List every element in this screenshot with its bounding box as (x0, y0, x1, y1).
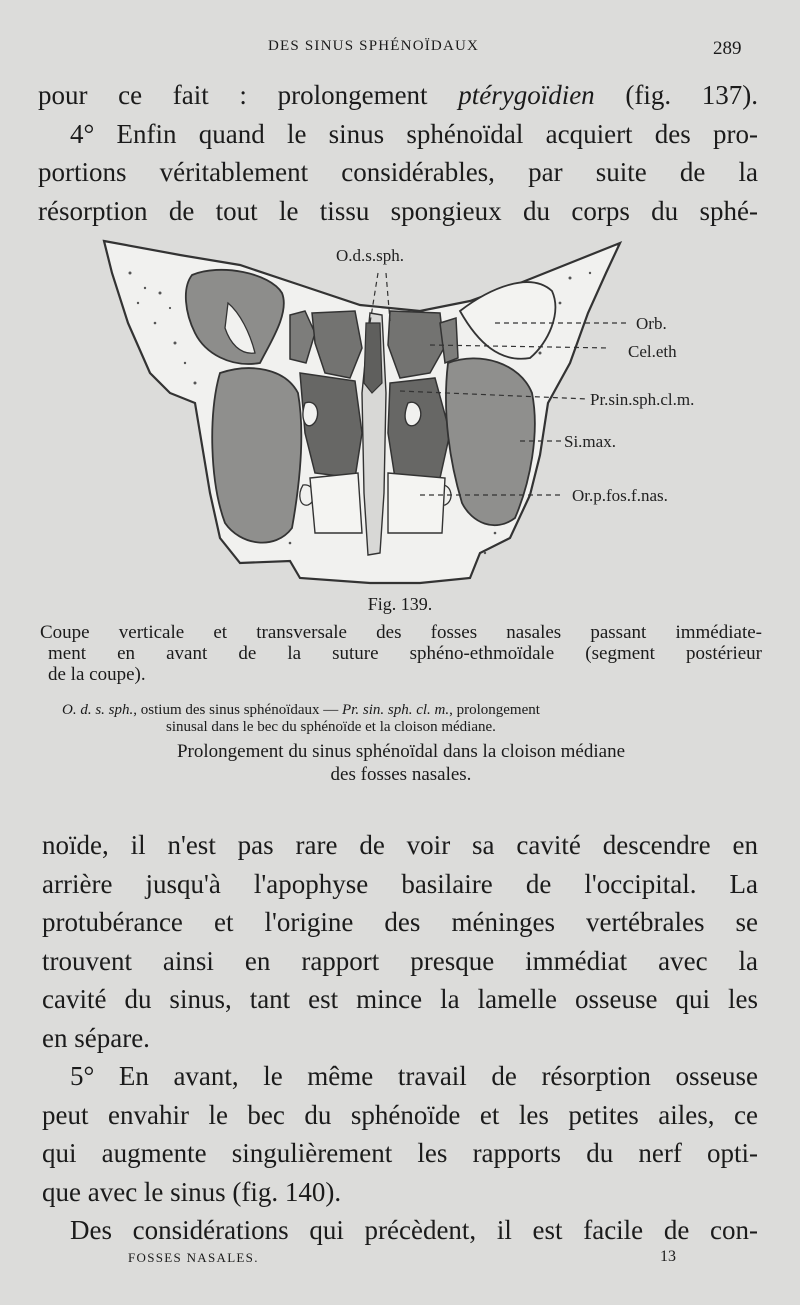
legend-line: sinusal dans le bec du sphénoïde et la cloison médiane. (166, 719, 496, 735)
bottom-paragraphs (38, 826, 758, 1250)
text-line: noïde, il n'est pas rare de voir sa cavité descendre en (42, 830, 758, 860)
text-line: résorption de tout le tissu spongieux du corps du sphé- (38, 195, 758, 226)
page-footer (0, 1250, 800, 1274)
top-paragraph (38, 76, 758, 230)
sinus-section-drawing (100, 233, 760, 593)
text-line: Des considérations qui précèdent, il est facile de con- (70, 1215, 758, 1245)
text-line: portions véritablement considérables, par suite de la (38, 157, 758, 187)
label-maxillary-sinus: Si.max. (564, 432, 616, 451)
label-orbit: Orb. (636, 314, 667, 333)
right-turbinate (405, 402, 421, 426)
subcaption-line: Prolongement du sinus sphénoïdal dans la cloison médiane (176, 741, 625, 762)
subcaption-line: des fosses nasales. (330, 764, 472, 785)
caption-line: ment en avant de la suture sphéno-ethmoïdale (segment postérieur (48, 643, 762, 664)
text-line: qui augmente singulièrement les rapports du nerf opti- (42, 1138, 758, 1168)
caption-line: Coupe verticale et transversale des fosses nasales passant immédiate- (40, 622, 762, 643)
text-line: en sépare. (42, 1022, 150, 1053)
running-head (0, 36, 800, 60)
text-line: cavité du sinus, tant est mince la lamelle osseuse qui les (42, 984, 758, 1014)
label-ostium: O.d.s.sph. (336, 246, 405, 265)
text-line: que avec le sinus (fig. 140). (42, 1176, 342, 1207)
left-turbinate (303, 402, 318, 426)
page-number: 289 (713, 38, 742, 59)
italic-term: ptérygoïdien (458, 80, 595, 110)
label-sinus-prolongation: Pr.sin.sph.cl.m. (590, 390, 695, 409)
left-maxillary-sinus (212, 368, 301, 542)
text-line: 5° En avant, le même travail de résorption osseuse (70, 1061, 758, 1091)
anatomical-figure (100, 233, 760, 593)
label-posterior-opening: Or.p.fos.f.nas. (572, 486, 668, 505)
text-line (38, 76, 758, 115)
legend-text: , ostium des sinus sphénoïdaux — (133, 702, 343, 718)
text-fragment: pour ce fait : prolongement (38, 80, 459, 110)
figure-caption (40, 622, 762, 685)
figure-subcaption (40, 740, 762, 786)
legend-line (40, 702, 762, 719)
legend-text: , prolongement (449, 702, 540, 718)
running-title: DES SINUS SPHÉNOÏDAUX (268, 38, 480, 54)
text-line: peut envahir le bec du sphénoïde et les petites ailes, ce (42, 1099, 758, 1130)
septal-sinus-prolongation (364, 323, 382, 393)
text-line: trouvent ainsi en rapport presque immédiat avec la (42, 945, 758, 976)
footer-title: FOSSES NASALES. (128, 1250, 259, 1265)
label-ethmoid-cells: Cel.eth (628, 342, 677, 361)
text-fragment: (fig. 137). (594, 80, 758, 110)
figure-number: Fig. 139. (367, 594, 433, 614)
text-line: arrière jusqu'à l'apophyse basilaire de l'occipital. La (42, 868, 758, 899)
legend-abbreviation: Pr. sin. sph. cl. m. (342, 702, 450, 718)
text-line: protubérance et l'origine des méninges vertébrales se (42, 907, 758, 937)
figure-legend (40, 702, 762, 736)
legend-abbreviation: O. d. s. sph. (62, 702, 134, 718)
text-line: 4° Enfin quand le sinus sphénoïdal acquiert des pro- (70, 118, 758, 149)
left-lower-meatus (310, 473, 362, 533)
signature-mark: 13 (660, 1248, 676, 1265)
caption-line: de la coupe). (48, 664, 146, 685)
right-lower-meatus (388, 473, 445, 533)
